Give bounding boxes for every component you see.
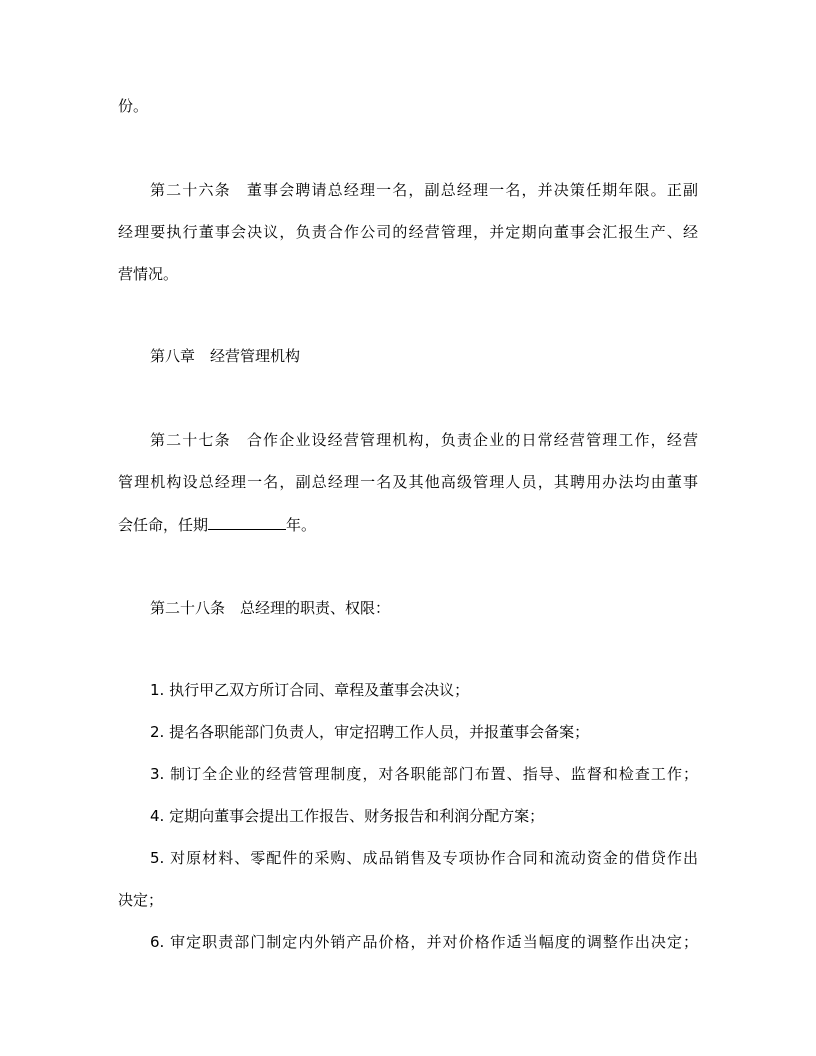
duty-item-1: 1. 执行甲乙双方所订合同、章程及董事会决议； — [150, 681, 470, 699]
duty-item-5-line-2: 决定； — [118, 891, 164, 909]
duty-item-6: 6. 审定职责部门制定内外销产品价格，并对价格作适当幅度的调整作出决定； — [150, 933, 698, 951]
article-27-term-prefix: 会任命，任期 — [118, 516, 209, 534]
term-blank-underline — [208, 514, 286, 530]
article-27-term-suffix: 年。 — [286, 516, 317, 534]
duty-item-4: 4. 定期向董事会提出工作报告、财务报告和利润分配方案； — [150, 807, 545, 825]
duty-item-5-line-1: 5. 对原材料、零配件的采购、成品销售及专项协作合同和流动资金的借贷作出 — [150, 849, 698, 867]
article-27-line-3 — [118, 514, 698, 535]
article-27-line-2: 管理机构设总经理一名，副总经理一名及其他高级管理人员，其聘用办法均由董事 — [118, 473, 698, 491]
article-28-heading: 第二十八条 总经理的职责、权限： — [150, 599, 391, 617]
paragraph-continuation: 份。 — [118, 97, 149, 115]
article-27-line-1: 第二十七条 合作企业设经营管理机构，负责企业的日常经营管理工作，经营 — [150, 431, 698, 449]
chapter-8-heading: 第八章 经营管理机构 — [150, 347, 301, 365]
duty-item-3: 3. 制订全企业的经营管理制度，对各职能部门布置、指导、监督和检查工作； — [150, 765, 698, 783]
article-26-line-3: 营情况。 — [118, 265, 179, 283]
article-26-line-1: 第二十六条 董事会聘请总经理一名，副总经理一名，并决策任期年限。正副 — [150, 181, 698, 199]
article-26-line-2: 经理要执行董事会决议，负责合作公司的经营管理，并定期向董事会汇报生产、经 — [118, 223, 698, 241]
duty-item-2: 2. 提名各职能部门负责人，审定招聘工作人员，并报董事会备案； — [150, 723, 590, 741]
